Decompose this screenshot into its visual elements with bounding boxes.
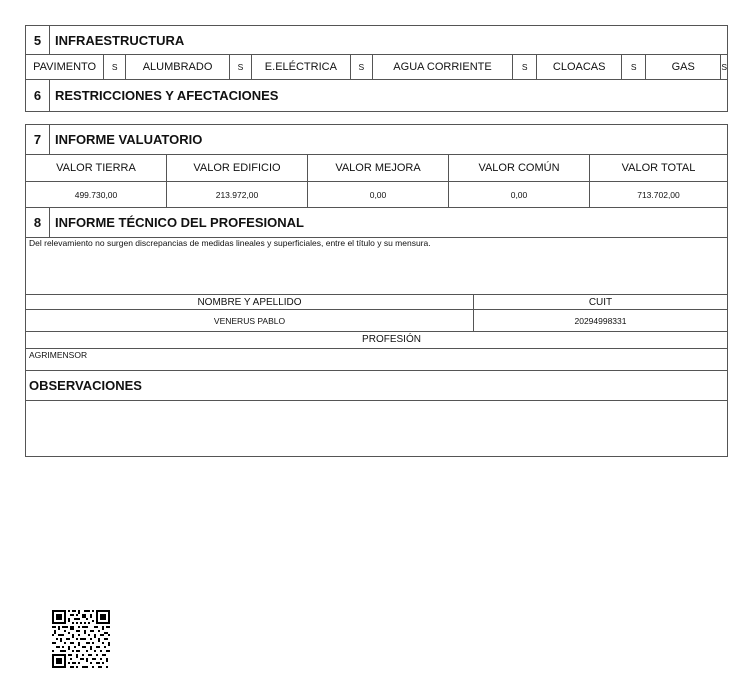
infra-label: PAVIMENTO bbox=[26, 55, 104, 79]
section-title: INFORME VALUATORIO bbox=[55, 132, 203, 147]
column-header: VALOR EDIFICIO bbox=[167, 155, 308, 181]
column-header: VALOR MEJORA bbox=[308, 155, 449, 181]
infraestructura-section bbox=[25, 25, 728, 112]
infraestructura-header bbox=[26, 26, 727, 55]
section-number: 6 bbox=[26, 80, 50, 111]
profesional-labels-row bbox=[26, 295, 727, 310]
valuatorio-header bbox=[26, 125, 727, 155]
cuit-label: CUIT bbox=[588, 296, 613, 308]
section-number: 5 bbox=[26, 26, 50, 54]
qr-code bbox=[52, 610, 110, 668]
infra-value: S bbox=[351, 55, 373, 79]
section-title: INFRAESTRUCTURA bbox=[55, 32, 185, 48]
valuatorio-headers-row bbox=[26, 155, 727, 182]
observaciones-title: OBSERVACIONES bbox=[29, 378, 142, 393]
section-title: RESTRICCIONES Y AFECTACIONES bbox=[55, 88, 279, 103]
observaciones-body bbox=[26, 401, 727, 457]
infra-value: S bbox=[513, 55, 537, 79]
infra-value: S bbox=[230, 55, 252, 79]
infra-value: S bbox=[104, 55, 126, 79]
observaciones-header bbox=[26, 371, 727, 401]
cuit-value: 20294998331 bbox=[574, 315, 627, 326]
nombre-label: NOMBRE Y APELLIDO bbox=[26, 295, 474, 309]
column-header: VALOR TOTAL bbox=[621, 162, 696, 174]
profesion-value: AGRIMENSOR bbox=[29, 350, 88, 360]
valor-edificio: 213.972,00 bbox=[167, 182, 308, 207]
section-number: 7 bbox=[26, 125, 50, 154]
infra-label: ALUMBRADO bbox=[126, 55, 230, 79]
infra-value: S bbox=[622, 55, 646, 79]
section-number: 8 bbox=[26, 208, 50, 237]
valor-mejora: 0,00 bbox=[308, 182, 449, 207]
valuatorio-values-row bbox=[26, 182, 727, 208]
profesion-label-row bbox=[26, 332, 727, 348]
section-title: INFORME TÉCNICO DEL PROFESIONAL bbox=[55, 215, 304, 230]
profesional-values-row bbox=[26, 310, 727, 332]
infraestructura-items-row bbox=[26, 55, 727, 80]
tecnico-text-row bbox=[26, 238, 727, 295]
valor-total: 713.702,00 bbox=[637, 189, 680, 200]
infra-value: S bbox=[721, 62, 728, 72]
valuatorio-tecnico-section bbox=[25, 124, 728, 457]
restricciones-header bbox=[26, 80, 727, 111]
infra-label: GAS bbox=[646, 55, 721, 79]
nombre-value: VENERUS PABLO bbox=[26, 310, 474, 331]
infra-label: CLOACAS bbox=[537, 55, 622, 79]
profesion-value-row bbox=[26, 348, 727, 371]
valor-comun: 0,00 bbox=[449, 182, 590, 207]
column-header: VALOR COMÚN bbox=[449, 155, 590, 181]
tecnico-text: Del relevamiento no surgen discrepancias de medidas lineales y superficiales, entre el título y su mensura. bbox=[29, 238, 431, 248]
infra-label: E.ELÉCTRICA bbox=[252, 55, 351, 79]
infra-label: AGUA CORRIENTE bbox=[373, 55, 514, 79]
tecnico-header bbox=[26, 208, 727, 238]
valor-tierra: 499.730,00 bbox=[26, 182, 167, 207]
profesion-label: PROFESIÓN bbox=[362, 334, 421, 345]
column-header: VALOR TIERRA bbox=[26, 155, 167, 181]
